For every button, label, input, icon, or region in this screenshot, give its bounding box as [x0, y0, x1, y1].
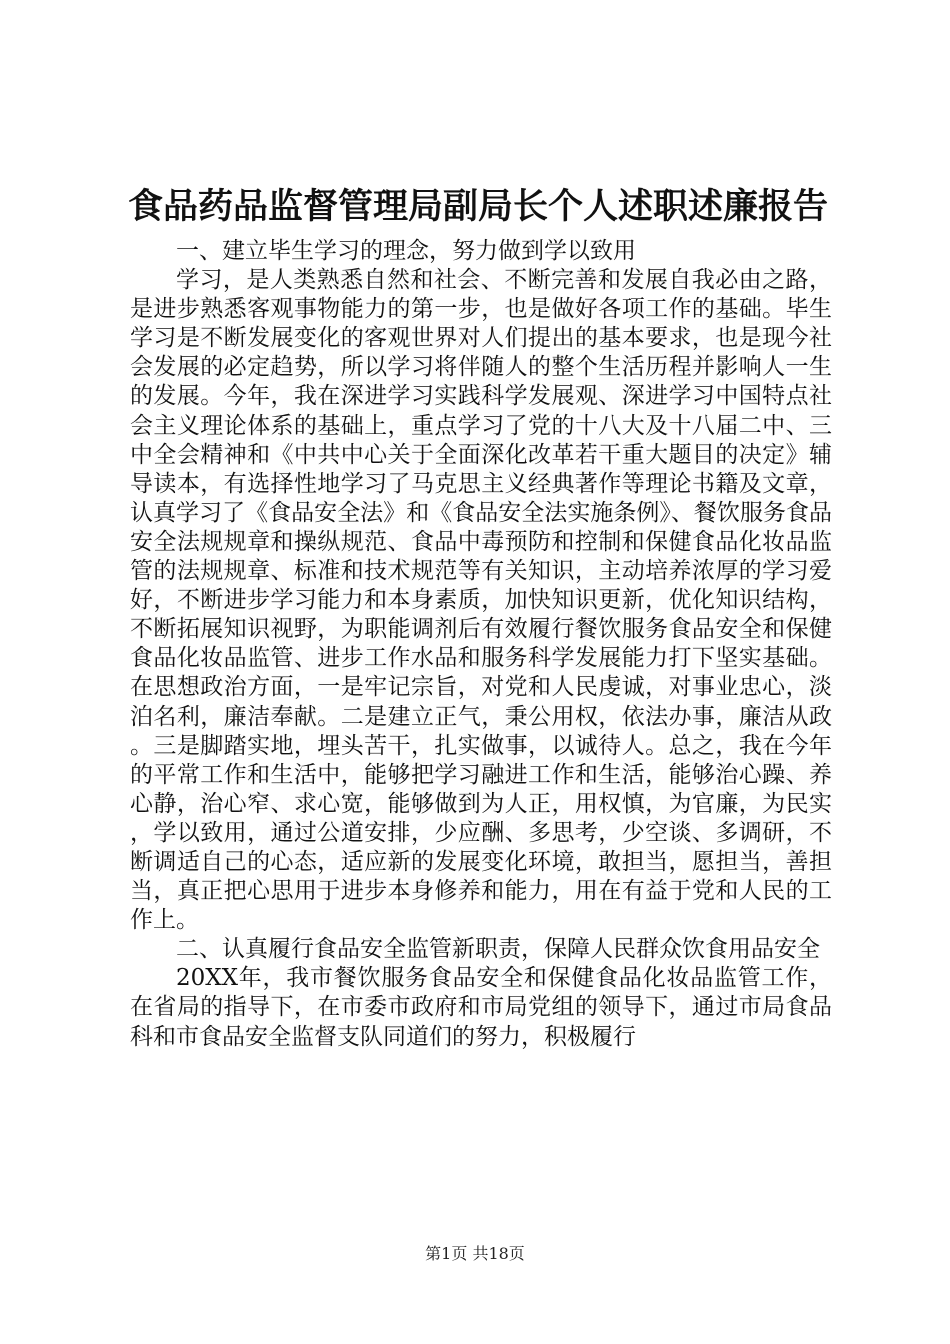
- section-heading-2: 二、认真履行食品安全监管新职责，保障人民群众饮食用品安全: [176, 936, 820, 963]
- section-heading-1: 一、建立毕生学习的理念，努力做到学以致用: [176, 238, 636, 264]
- document-body: [130, 237, 832, 1052]
- paragraph-supervision: 20XX年，我市餐饮服务食品安全和保健食品化妆品监管工作，在省局的指导下，在市委市政府和市局党组的领导下，通过市局食品科和市食品安全监督支队同道们的努力，积极履行: [130, 965, 832, 1050]
- document-title: 食品药品监督管理局副局长个人述职述廉报告: [128, 186, 829, 227]
- paragraph-learning: 学习，是人类熟悉自然和社会、不断完善和发展自我必由之路，是进步熟悉客观事物能力的第一步，也是做好各项工作的基础。毕生学习是不断发展变化的客观世界对人们提出的基本要求，也是现今社会发展的必定趋势，所以学习将伴随人的整个生活历程并影响人一生的发展。今年，我在深进学习实践科学发展观、深进学习中国特点社会主义理论体系的基础上，重点学习了党的十八大及十八届二中、三中全会精神和《中共中心关于全面深化改革若干重大题目的决定》辅导读本，有选择性地学习了马克思主义经典著作等理论书籍及文章，认真学习了《食品安全法》和《食品安全法实施条例》、餐饮服务食品安全法规规章和操纵规范、食品中毒预防和控制和保健食品化妆品监管的法规规章、标准和技术规范等有关知识，主动培养浓厚的学习爱好，不断进步学习能力和本身素质，加快知识更新，优化知识结构，不断拓展知识视野，为职能调剂后有效履行餐饮服务食品安全和保健食品化妆品监管、进步工作水品和服务科学发展能力打下坚实基础。在思想政治方面，一是牢记宗旨，对党和人民虔诚，对事业忠心，淡泊名利，廉洁奉献。二是建立正气，秉公用权，依法办事，廉洁从政。三是脚踏实地，埋头苦干，扎实做事，以诚待人。总之，我在今年的平常工作和生活中，能够把学习融进工作和生活，能够治心躁、养心静，治心窄、求心宽，能够做到为人正，用权慎，为官廉，为民实，学以致用，通过公道安排，少应酬、多思考，少空谈、多调研，不断调适自己的心态，适应新的发展变化环境，敢担当，愿担当，善担当，真正把心思用于进步本身修养和能力，用在有益于党和人民的工作上。: [130, 267, 832, 934]
- page-number-footer: 第1页 共18页: [425, 1244, 525, 1263]
